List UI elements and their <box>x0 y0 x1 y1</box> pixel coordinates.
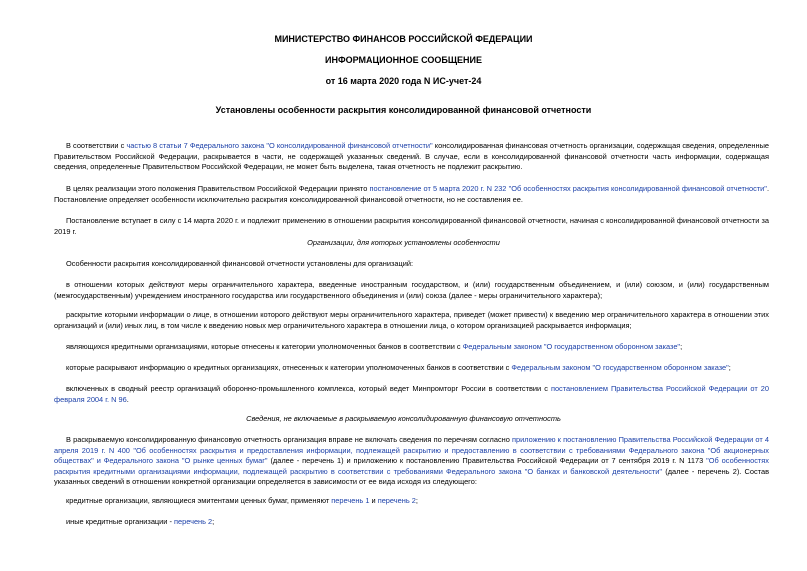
document-date: от 16 марта 2020 года N ИС-учет-24 <box>325 76 482 86</box>
link-resolution-96[interactable]: постановлением Правительства Российской Федерации от 20 февраля 2004 г. N 96 <box>54 384 769 404</box>
document-title: Установлены особенности раскрытия консолидированной финансовой отчетности <box>215 105 592 115</box>
link-list-1[interactable]: перечень 1 <box>331 496 370 505</box>
paragraph-7: являющихся кредитными организациями, которые отнесены к категории уполномоченных банков в соответствии с Федеральным законом "О государственном оборонном заказе"; <box>66 342 683 351</box>
paragraph-5: в отношении которых действуют меры ограничительного характера, введенные иностранным государством, и (или) государственным объединением, и (или) союзом, и (или) государственным (межгосударственным) учреждением иностранного государства или государственного объединения и (или) союза (далее - меры ограничительного характера); <box>54 280 769 300</box>
paragraph-2: В целях реализации этого положения Правительством Российской Федерации принято постановление от 5 марта 2020 г. N 232 "Об особенностях раскрытия консолидированной финансовой отчетности". Постановление определяет особенности исключительно раскрытия консолидированной финансовой отчетности, но не составления ее. <box>54 184 769 204</box>
document-type: ИНФОРМАЦИОННОЕ СООБЩЕНИЕ <box>325 55 482 65</box>
link-resolution-400[interactable]: приложению к постановлению Правительства Российской Федерации от 4 апреля 2019 г. N 400 "Об особенностях раскрытия и предоставления информации, подлежащей раскрытию и предоставлению в соответствии с требованиями Федерального закона "Об акционерных обществах" и Федерального закона "О рынке ценных бумаг" <box>54 435 769 466</box>
link-resolution-232[interactable]: постановление от 5 марта 2020 г. N 232 "Об особенностях раскрытия консолидированной финансовой отчетности" <box>369 184 767 193</box>
link-defense-order-law-1[interactable]: Федеральным законом "О государственном оборонном заказе" <box>462 342 681 351</box>
paragraph-1: В соответствии с частью 8 статьи 7 Федерального закона "О консолидированной финансовой отчетности" консолидированная финансовая отчетность организации, содержащая сведения, определенные Правительством Российской Федерации, раскрывается в части, не содержащей указанных сведений. В случае, если в консолидированной финансовой отчетности часть информации, содержащая сведения, определенные Правительством Российской Федерации, не может быть выделена, такая отчетность не подлежит раскрытию. <box>54 141 769 172</box>
paragraph-6: раскрытие которыми информации о лице, в отношении которого действуют меры ограничительного характера, приведет (может привести) к введению мер ограничительного характера в отношении этих организаций и (или) иных лиц, в том числе к введению новых мер ограничительного характера в отношении лица, о котором организацией раскрывается информация; <box>54 310 769 330</box>
ministry-header: МИНИСТЕРСТВО ФИНАНСОВ РОССИЙСКОЙ ФЕДЕРАЦИИ <box>274 34 533 44</box>
paragraph-11: кредитные организации, являющиеся эмитентами ценных бумаг, применяют перечень 1 и перечень 2; <box>66 496 418 505</box>
link-defense-order-law-2[interactable]: Федеральным законом "О государственном оборонном заказе" <box>511 363 729 372</box>
link-list-2[interactable]: перечень 2 <box>377 496 416 505</box>
section-heading-2: Сведения, не включаемые в раскрываемую консолидированную финансовую отчетность <box>246 414 561 423</box>
link-list-2-other[interactable]: перечень 2 <box>174 517 213 526</box>
paragraph-10: В раскрываемую консолидированную финансовую отчетность организация вправе не включать сведения по перечням согласно приложению к постановлению Правительства Российской Федерации от 4 апреля 2019 г. N 400 "Об особенностях раскрытия и предоставления информации, подлежащей раскрытию и предоставлению в соответствии с требованиями Федерального закона "Об акционерных обществах" и Федерального закона "О рынке ценных бумаг" (далее - перечень 1) и приложению к постановлению Правительства Российской Федерации от 7 сентября 2019 г. N 1173 "Об особенностях раскрытия кредитными организациями информации, подлежащей раскрытию в соответствии с требованиями Федерального закона "О банках и банковской деятельности" (далее - перечень 2). Состав указанных сведений в отношении конкретной организации определяется в зависимости от ее вида исходя из следующего: <box>54 435 770 487</box>
paragraph-8: которые раскрывают информацию о кредитных организациях, отнесенных к категории уполномоченных банков в соответствии с Федеральным законом "О государственном оборонном заказе"; <box>66 363 731 372</box>
link-law-article-7[interactable]: частью 8 статьи 7 Федерального закона "О консолидированной финансовой отчетности" <box>126 141 433 150</box>
paragraph-4: Особенности раскрытия консолидированной финансовой отчетности установлены для организаций: <box>66 259 414 268</box>
link-resolution-1173[interactable]: "Об особенностях раскрытия кредитными организациями информации, подлежащей раскрытию в соответствии с требованиями Федерального закона "О банках и банковской деятельности" <box>54 456 769 476</box>
section-heading-1: Организации, для которых установлены особенности <box>307 238 500 247</box>
paragraph-12: иные кредитные организации - перечень 2; <box>66 517 215 526</box>
paragraph-9: включенных в сводный реестр организаций оборонно-промышленного комплекса, который ведет Минпромторг России в соответствии с постановлением Правительства Российской Федерации от 20 февраля 2004 г. N 96. <box>54 384 769 404</box>
paragraph-3: Постановление вступает в силу с 14 марта 2020 г. и подлежит применению в отношении раскрытия консолидированной финансовой отчетности, начиная с консолидированной финансовой отчетности за 2019 г. <box>54 216 769 236</box>
